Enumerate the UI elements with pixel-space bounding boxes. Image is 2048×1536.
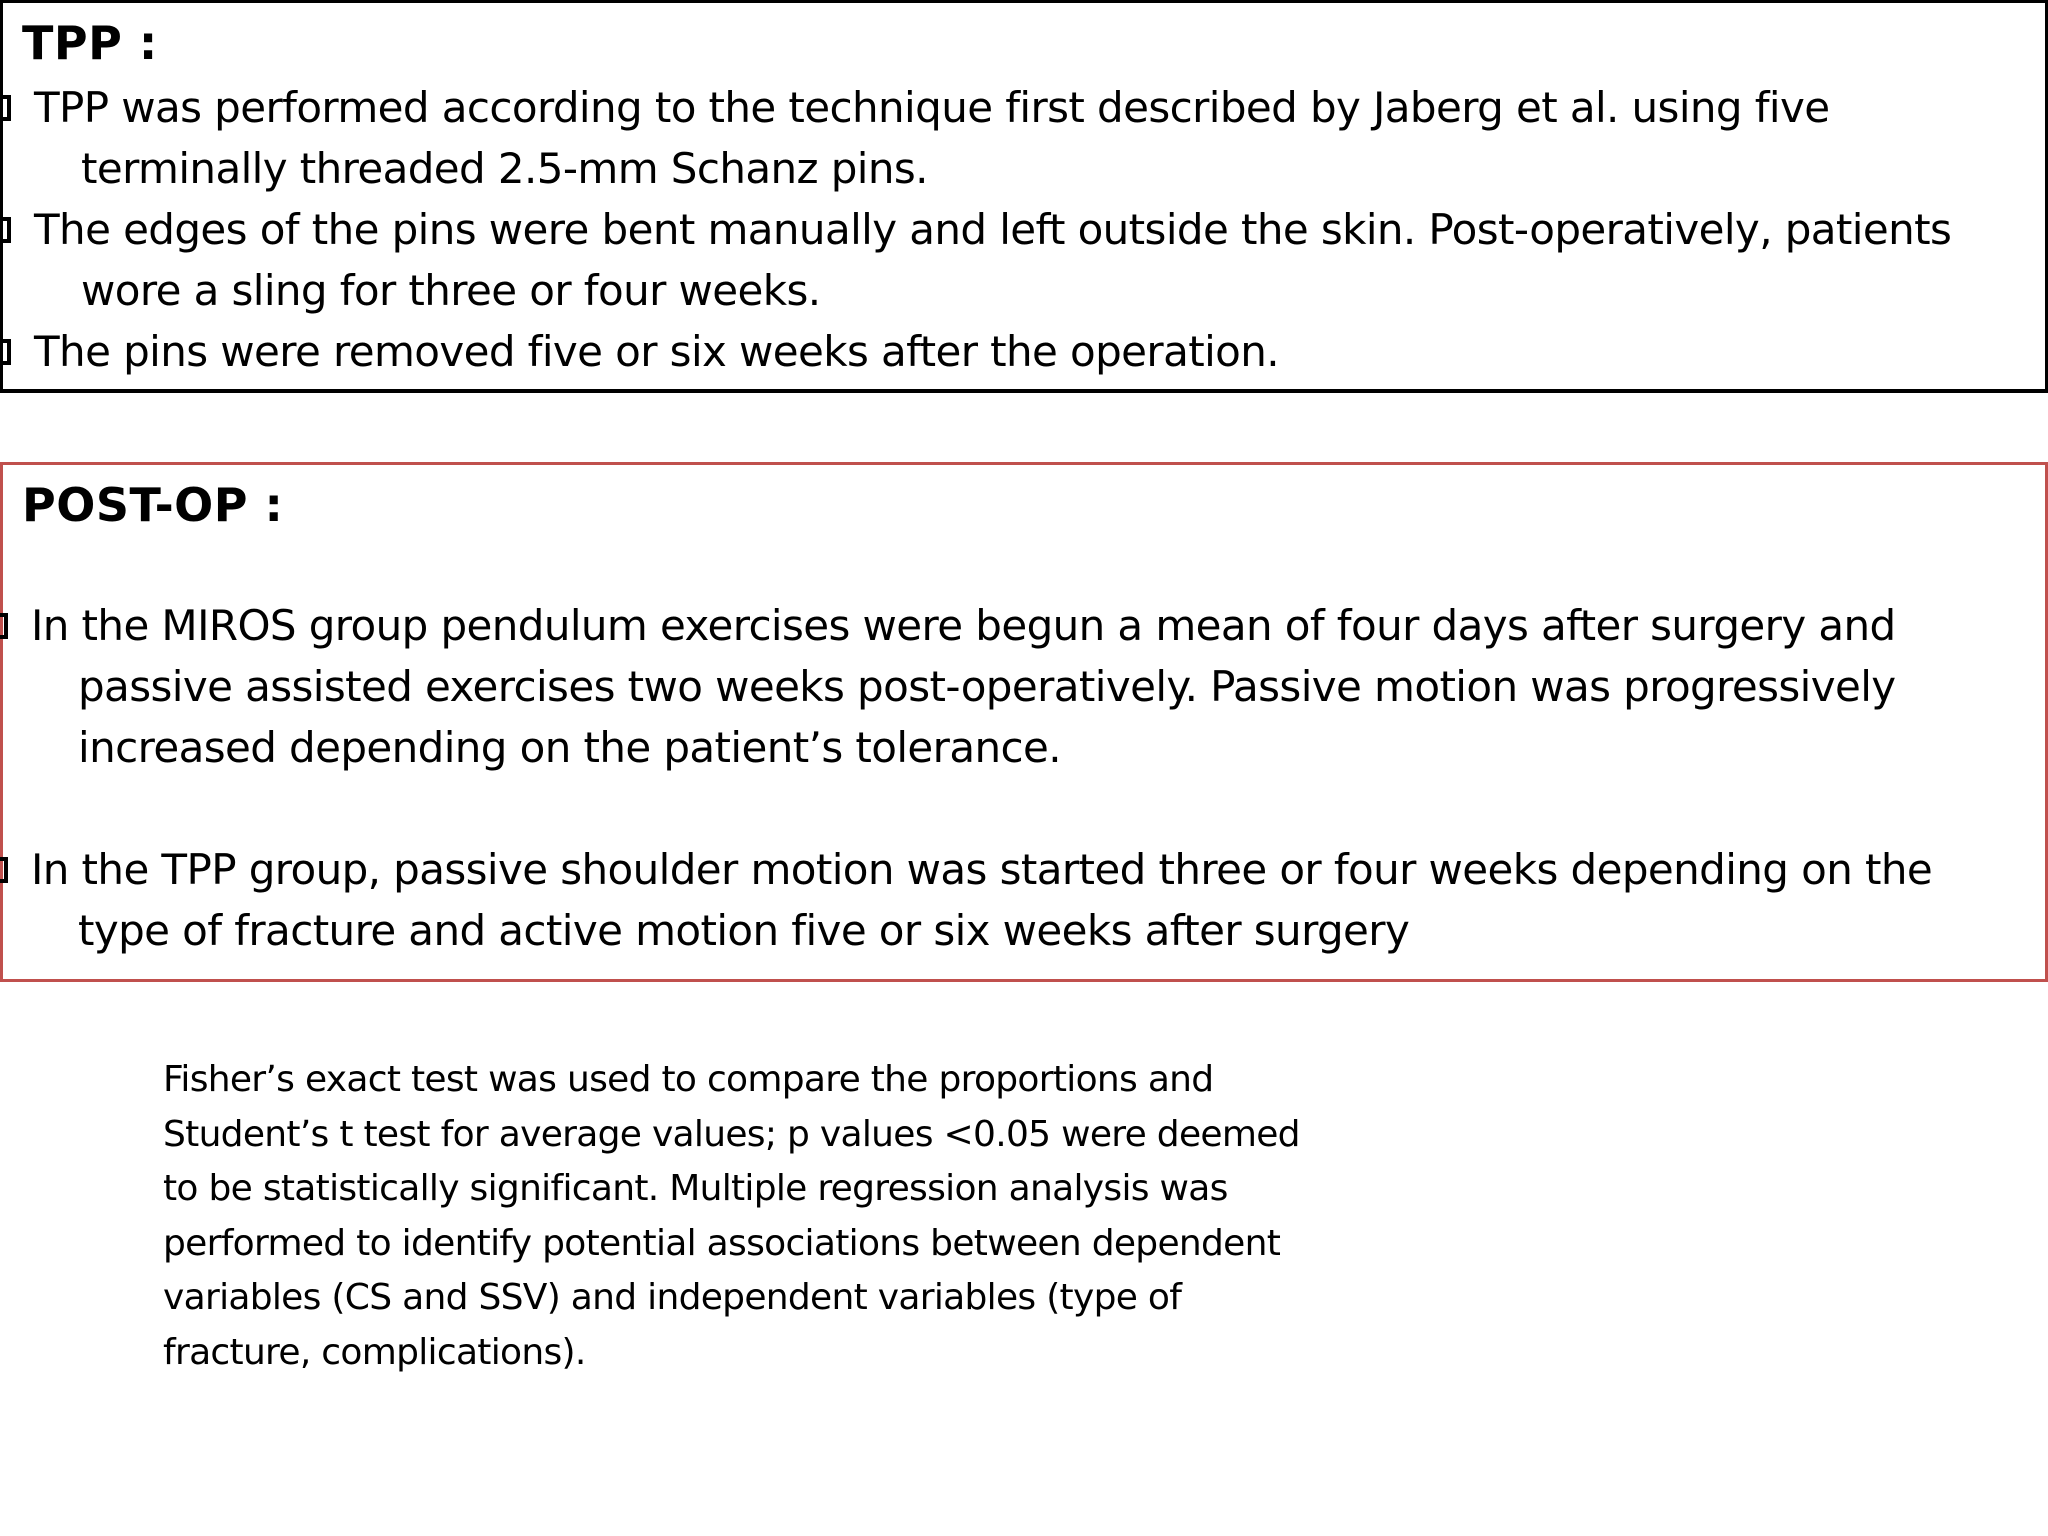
tpp-bullet-item [3, 321, 2015, 382]
tpp-bullet-item [3, 199, 2015, 321]
postop-heading: POST-OP : [22, 478, 284, 532]
tpp-bullet-text: TPP was performed according to the technique first described by Jaberg et al. using five terminally threaded 2.5-mm Schanz pins. [34, 83, 1830, 193]
statistics-footnote: Fisher’s exact test was used to compare the proportions and Student’s t test for average values; p values <0.05 were deemed to be statistically significant. Multiple regression analysis was performed to identify potential associations between dependent variables (CS and SSV) and independent variables (type of fracture, complications). [163, 1059, 1300, 1373]
square-bullet-icon [0, 217, 11, 243]
square-bullet-icon [0, 339, 11, 365]
tpp-section [0, 0, 2048, 393]
square-bullet-icon [0, 857, 8, 883]
postop-bullet-item [0, 595, 2018, 778]
postop-bullet-item [0, 839, 2018, 961]
tpp-bullet-list [3, 77, 2015, 382]
tpp-bullet-text: The edges of the pins were bent manually and left outside the skin. Post-operatively, patients wore a sling for three or four weeks. [34, 205, 1952, 315]
tpp-bullet-text: The pins were removed five or six weeks after the operation. [34, 327, 1280, 376]
postop-bullet-list [0, 595, 2018, 961]
tpp-heading: TPP : [22, 16, 158, 70]
tpp-bullet-item [3, 77, 2015, 199]
square-bullet-icon [0, 95, 11, 121]
square-bullet-icon [0, 613, 8, 639]
postop-bullet-text: In the MIROS group pendulum exercises were begun a mean of four days after surgery and passive assisted exercises two weeks post-operatively. Passive motion was progressively increased depending on the patient’s tolerance. [31, 601, 1896, 772]
postop-bullet-text: In the TPP group, passive shoulder motion was started three or four weeks depending on the type of fracture and active motion five or six weeks after surgery [31, 845, 1933, 955]
